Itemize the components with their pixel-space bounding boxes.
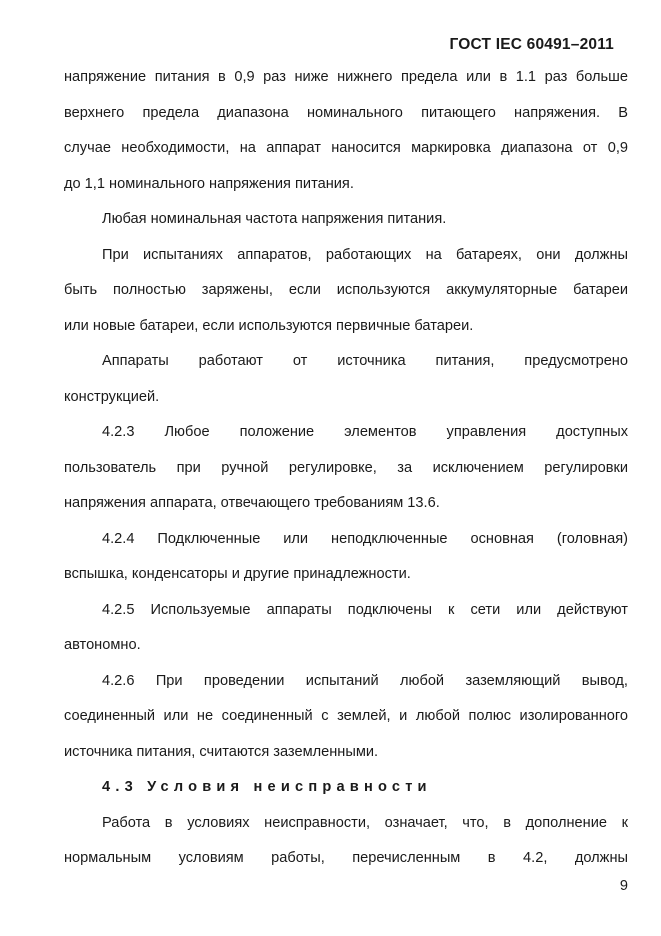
page-number: 9 [619,878,628,894]
paragraph-4-2-5 [64,593,628,664]
paragraph-4-2-3 [64,415,628,522]
text-line: нормальным условиям работы, перечисленным в 4.2, должны [64,850,628,866]
paragraph-voltage-range [64,60,628,202]
text-line: напряжения аппарата, отвечающего требованиям 13.6. [64,495,440,511]
paragraph-batteries [64,238,628,345]
text-line: до 1,1 номинального напряжения питания. [64,175,354,192]
text-line: или новые батареи, если используются первичные батареи. [64,317,474,334]
paragraph-4-2-4 [64,522,628,593]
text-line: Аппараты работают от источника питания, предусмотрено [102,353,628,369]
text-line: соединенный или не соединенный с землей, и любой полюс изолированного [64,708,628,724]
text-line: верхнего предела диапазона номинального питающего напряжения. В [64,104,628,121]
text-line: вспышка, конденсаторы и другие принадлежности. [64,566,411,582]
page-body [64,60,628,877]
text-line: случае необходимости, на аппарат наносится маркировка диапазона от 0,9 [64,140,628,156]
text-line: 4.2.5 Используемые аппараты подключены к сети или действуют [102,601,628,618]
text-line: Работа в условиях неисправности, означает, что, в дополнение к [102,814,628,831]
text-line: Любая номинальная частота напряжения питания. [102,211,447,227]
paragraph-fault-conditions [64,806,628,877]
paragraph-power-source [64,344,628,415]
text-line: 4.2.6 При проведении испытаний любой заземляющий вывод, [102,672,628,689]
document-header: ГОСТ IEC 60491–2011 [449,36,614,53]
text-line: источника питания, считаются заземленными. [64,743,379,760]
text-line: быть полностью заряжены, если используются аккумуляторные батареи [64,282,628,298]
text-line: При испытаниях аппаратов, работающих на батареях, они должны [102,246,628,263]
text-line: конструкцией. [64,388,160,405]
text-line: автономно. [64,637,141,653]
text-line: пользователь при ручной регулировке, за исключением регулировки [64,459,628,476]
paragraph-frequency [64,202,628,238]
section-heading: 4.3 Условия неисправности [102,779,432,795]
text-line: 4.2.4 Подключенные или неподключенные основная (головная) [102,530,628,547]
text-line: напряжение питания в 0,9 раз ниже нижнего предела или в 1.1 раз больше [64,69,628,85]
paragraph-4-2-6 [64,664,628,771]
text-line: 4.2.3 Любое положение элементов управления доступных [102,424,628,440]
